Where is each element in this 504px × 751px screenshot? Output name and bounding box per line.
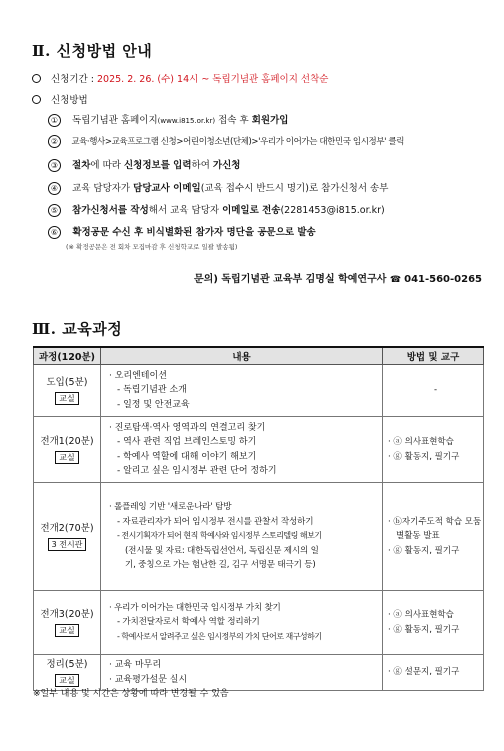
step-4 [48, 180, 388, 195]
step-1-url: (www.i815.or.kr) [157, 117, 216, 125]
footnote: ※일부 내용 및 시간은 상황에 따라 변경될 수 있음 [33, 689, 229, 699]
content-line: - 역사 관련 직업 브레인스토밍 하기 [117, 437, 257, 447]
step-label: 전개2(70분) [40, 523, 94, 534]
content-line: - 전시기획자가 되어 현직 학예사와 임시정부 스토리텔링 해보기 [117, 531, 322, 541]
method-line: 별활동 발표 [396, 531, 440, 542]
step-6-text: 확정공문 수신 후 비식별화된 참가자 명단을 공문으로 발송 [72, 227, 316, 238]
method-cell [383, 365, 484, 417]
step-3-text-2: 하여 [191, 160, 210, 171]
content-line: - 학예사 역할에 대해 이야기 해보기 [117, 451, 257, 462]
content-cell [101, 417, 383, 483]
step-3-procedure: 절차 [72, 160, 91, 171]
content-line: · 우리가 이어가는 대한민국 임시정부 가치 찾기 [109, 602, 281, 613]
step-label: 전개1(20분) [40, 436, 94, 447]
content-line: · 진로탐색·역사 영역과의 연결고리 찾기 [109, 422, 266, 433]
step-number: ② [48, 135, 61, 148]
step-3 [48, 157, 240, 172]
step-label: 정리(5분) [46, 659, 88, 670]
step-3-text: 에 따라 [90, 160, 121, 171]
method-cell [383, 591, 484, 655]
method-line: · ⓐ 의사표현학습 [388, 610, 454, 620]
content-line: - 가치전달자로서 학예사 역할 정리하기 [117, 617, 260, 628]
circle-bullet-icon [32, 74, 41, 83]
step-5 [48, 202, 385, 217]
content-line: · 오리엔테이션 [109, 370, 167, 381]
content-line: - 일정 및 안전교육 [117, 399, 190, 410]
step-3-input: 신청정보를 입력 [123, 160, 192, 171]
step-number: ④ [48, 182, 61, 195]
header-course: 과정(120분) [34, 347, 101, 365]
step-cell [34, 365, 101, 417]
step-1-text: 독립기념관 홈페이지 [72, 115, 158, 126]
place-tag: 교실 [55, 451, 78, 464]
application-method [32, 92, 88, 106]
content-line: - 학예사로서 알려주고 싶은 임시정부의 가치 단어로 재구성하기 [117, 631, 322, 641]
step-number: ③ [48, 159, 61, 172]
method-line: · ⓖ 활동지, 필기구 [388, 451, 460, 462]
place-tag: 3 전시관 [48, 538, 87, 551]
place-tag: 교실 [55, 624, 78, 637]
method-line: · ⓖ 설문지, 필기구 [388, 667, 460, 678]
step-5-write: 참가신청서를 작성 [72, 205, 149, 216]
step-5-address: (2281453@i815.or.kr) [280, 205, 385, 216]
content-line: · 교육 마무리 [109, 660, 162, 670]
contact-phone: 041-560-0265 [404, 274, 482, 285]
content-cell [101, 591, 383, 655]
section-3-roman: Ⅲ. [32, 320, 57, 338]
period-label: 신청기간 : [51, 74, 94, 85]
step-1-text-2: 접속 후 [218, 115, 249, 126]
method-line: · ⓖ 활동지, 필기구 [388, 624, 460, 635]
method-cell [383, 483, 484, 591]
step-cell [34, 591, 101, 655]
contact-info [194, 270, 482, 285]
section-3-title [32, 318, 122, 339]
step-5-text: 해서 교육 담당자 [148, 205, 220, 216]
step-4-email: 담당교사 이메일 [133, 183, 201, 194]
method-line: · ⓖ 활동지, 필기구 [388, 545, 460, 556]
step-label: 전개3(20분) [40, 609, 94, 620]
step-1 [48, 112, 288, 127]
step-cell [34, 483, 101, 591]
step-1-signup: 회원가입 [251, 115, 289, 126]
table-row [34, 417, 484, 483]
table-row [34, 591, 484, 655]
place-tag: 교실 [55, 674, 78, 687]
method-cell [383, 655, 484, 691]
content-line: - 자료관리자가 되어 임시정부 전시를 관찰서 작성하기 [117, 516, 314, 527]
period-value: 2025. 2. 26. (수) 14시 ~ 독립기념관 홈페이지 선착순 [97, 74, 329, 85]
content-line: - 독립기념관 소개 [117, 385, 187, 396]
header-method: 방법 및 교구 [383, 347, 484, 365]
table-header-row [34, 347, 484, 365]
content-line: (전시물 및 자료: 대한독립선언서, 독립신문 제시의 일 [125, 545, 319, 556]
contact-text: 문의) 독립기념관 교육부 김명실 학예연구사 [194, 274, 387, 285]
section-2-roman: Ⅱ. [32, 42, 51, 60]
step-label: 도입(5분) [46, 377, 88, 388]
step-number: ⑤ [48, 204, 61, 217]
section-3-heading: 교육과정 [62, 320, 123, 338]
step-number: ① [48, 114, 61, 127]
content-cell [101, 365, 383, 417]
step-4-text-2: (교육 접수시 반드시 명기)로 참가신청서 송부 [200, 183, 389, 194]
table-row [34, 365, 484, 417]
header-content: 내용 [101, 347, 383, 365]
method-line: - [433, 385, 438, 396]
step-2 [48, 135, 404, 148]
content-cell [101, 483, 383, 591]
content-line: - 알리고 싶은 임시정부 관련 단어 정하기 [117, 466, 277, 476]
step-cell [34, 417, 101, 483]
course-table [33, 346, 484, 691]
step-6 [48, 224, 316, 239]
step-4-text: 교육 담당자가 [72, 183, 131, 194]
content-line: 기, 중칭으로 가는 험난한 길, 김구 서명문 태극기 등) [125, 560, 316, 571]
content-line: · 교육평가설문 실시 [109, 674, 188, 685]
method-cell [383, 417, 484, 483]
circle-bullet-icon [32, 95, 41, 104]
place-tag: 교실 [55, 392, 78, 405]
section-2-heading: 신청방법 안내 [56, 42, 153, 60]
telephone-icon: ☎ [389, 275, 402, 285]
method-line: · ⓐ 의사표현학습 [388, 437, 454, 447]
table-row [34, 483, 484, 591]
step-number: ⑥ [48, 226, 61, 239]
method-line: · ⓑ자기주도적 학습 모둠 [388, 516, 482, 527]
application-period [32, 71, 328, 85]
method-label: 신청방법 [51, 95, 88, 106]
step-2-text: 교육·행사>교육프로그램 신청>어린이청소년(단체)>'우리가 이어가는 대한민국 임시정부' 클릭 [71, 137, 405, 147]
confirmation-note: (※ 확정공문은 전 회차 모집마감 후 신청학교로 일괄 발송됨) [66, 243, 238, 251]
content-line: · 롤플레잉 기반 '새로운나라' 탐방 [109, 502, 232, 513]
step-3-pre-apply: 가신청 [212, 160, 241, 171]
section-2-title [32, 40, 152, 61]
step-5-send: 이메일로 전송 [222, 205, 281, 216]
